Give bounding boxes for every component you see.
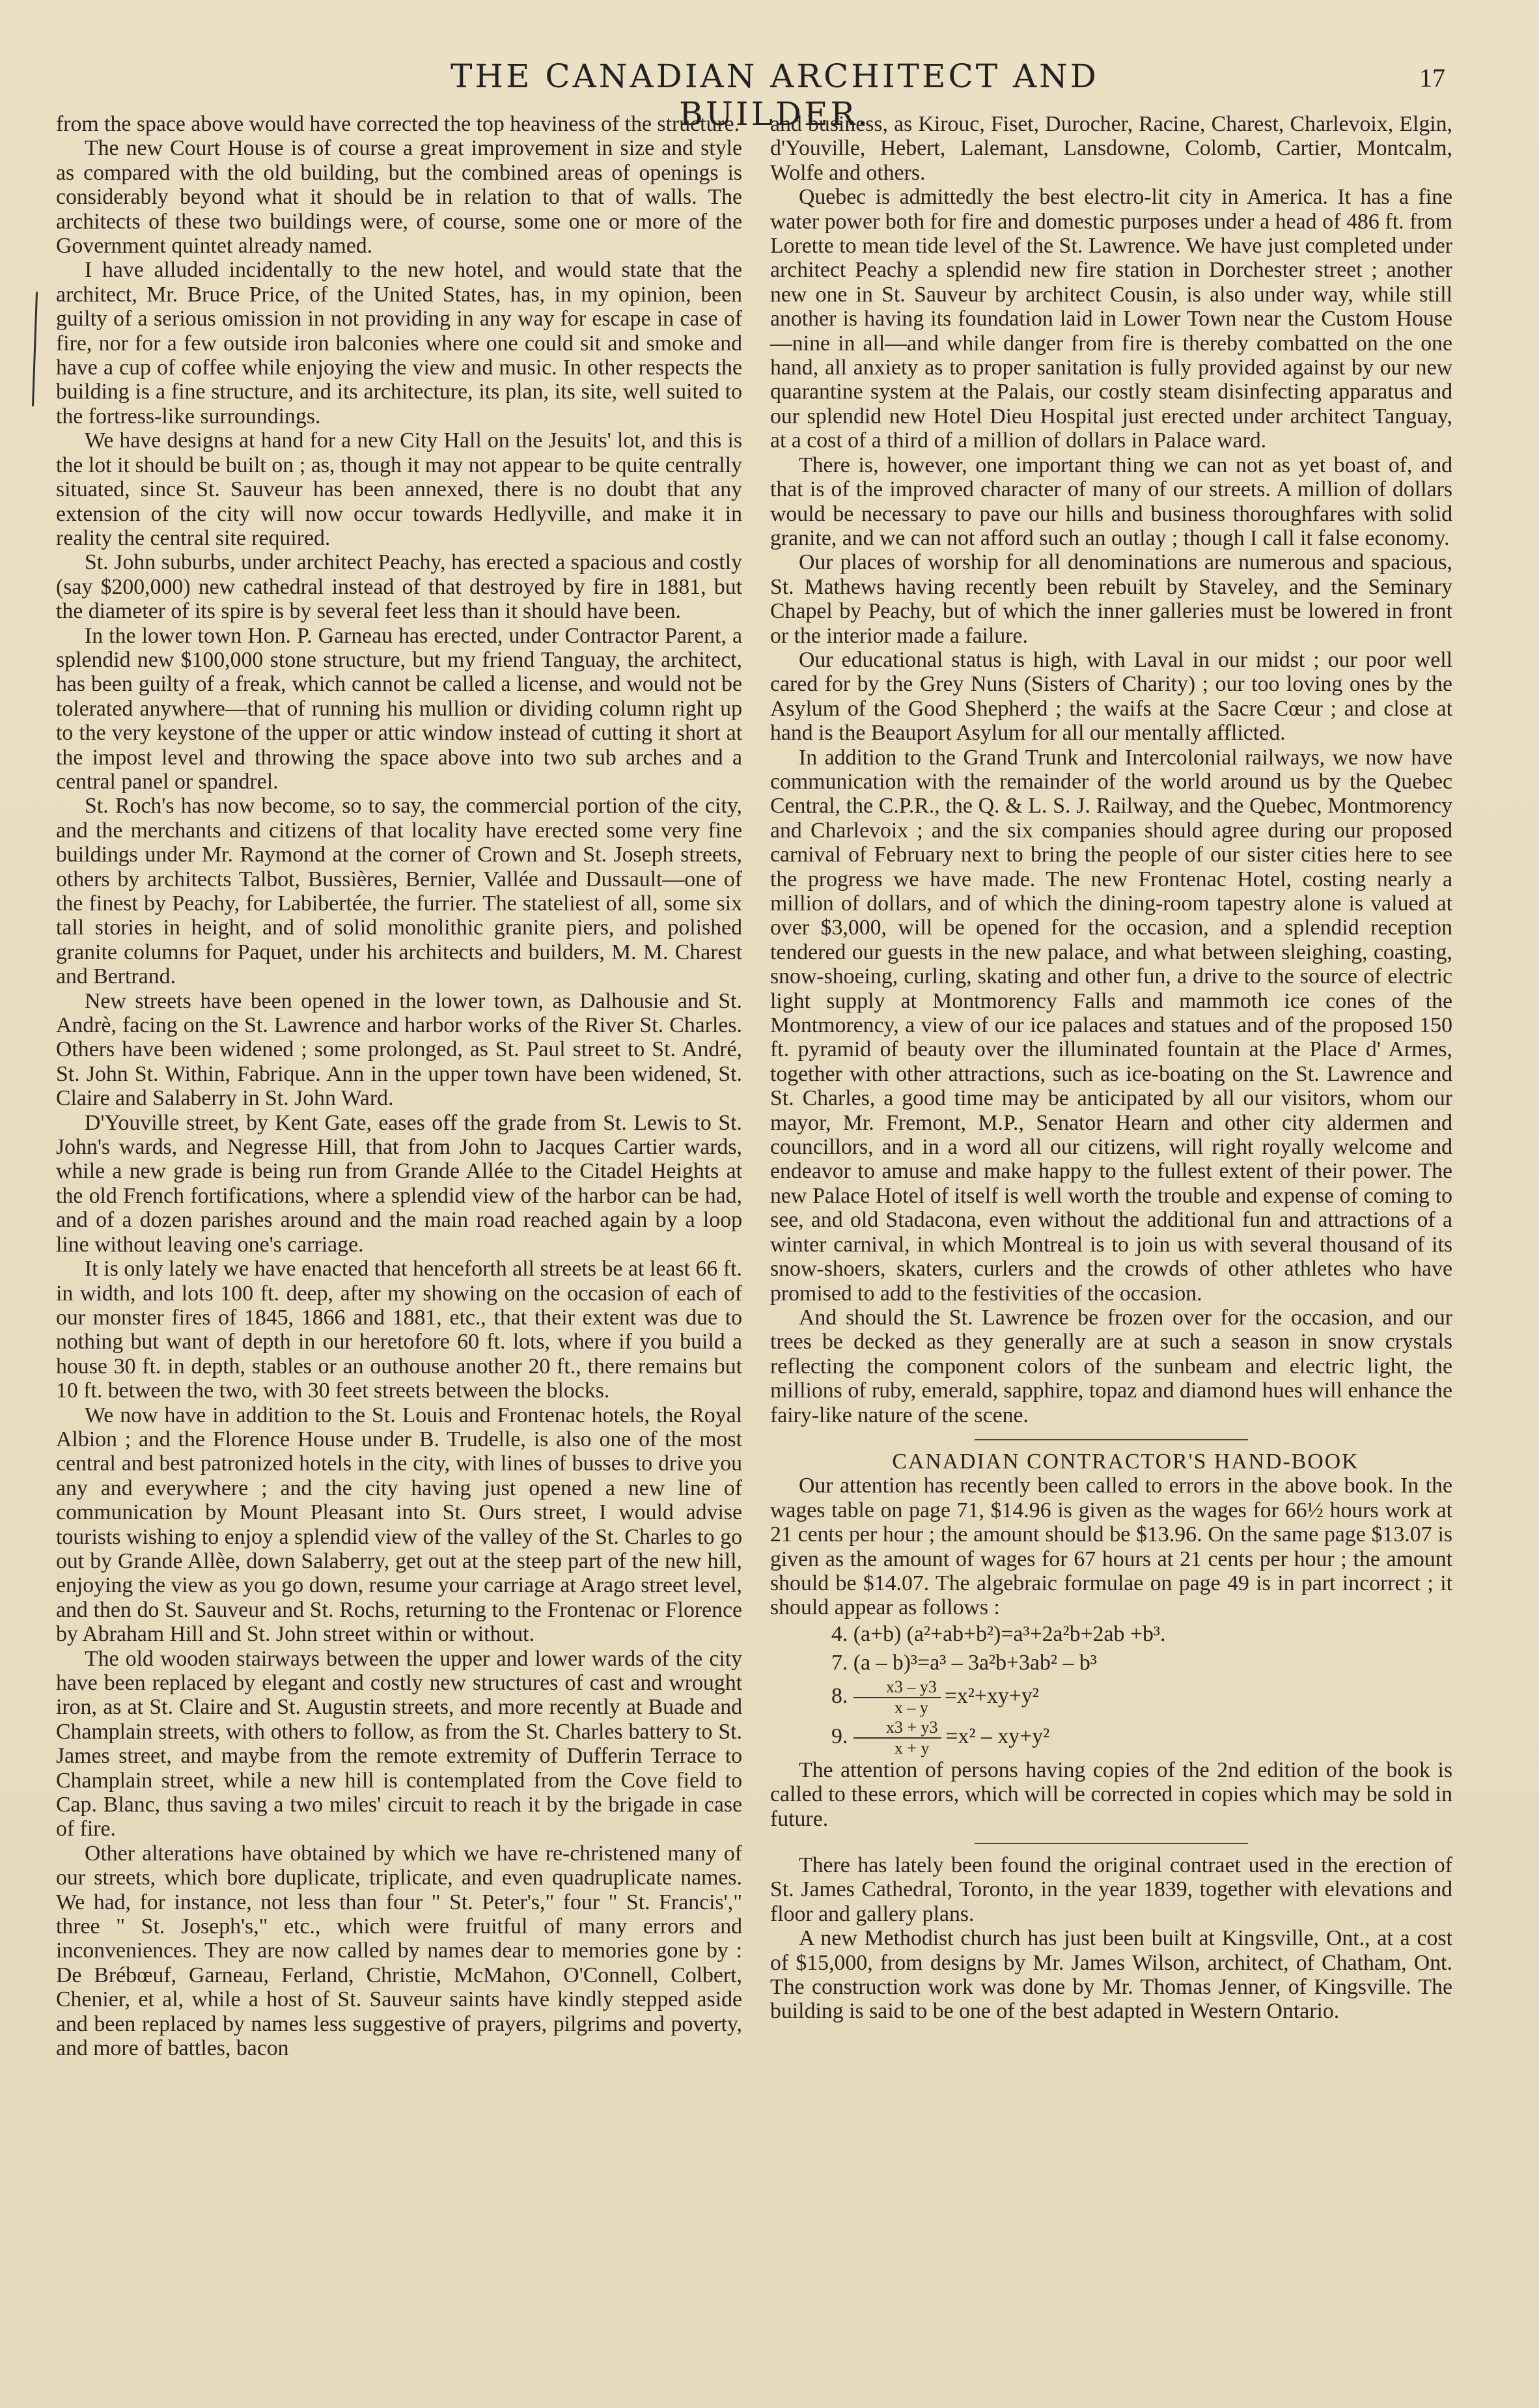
paragraph: I have alluded incidentally to the new hotel, and would state that the architect, Mr. Bruce Price, of the United States, has, in my opinion, been guilty of a serious omission in not providing in any way for escape in case of fire, nor for a few outside iron balconies where one could sit and smoke and have a cup of coffee while enjoying the view and music. In other respects the building is a fine structure, and its architecture, its plan, its site, well suited to the fortress-like surroundings. (56, 258, 742, 428)
paragraph: A new Methodist church has just been built at Kingsville, Ont., at a cost of $15,000, from designs by Mr. James Wilson, architect, of Chatham, Ont. The construction work was done by Mr. Thomas Jenner, of Kingsville. The building is said to be one of the best adapted in Western Ontario. (770, 1926, 1452, 2024)
right-column (770, 112, 1452, 2024)
fraction (853, 1718, 942, 1758)
paragraph: Quebec is admittedly the best electro-lit city in America. It has a fine water power both for fire and domestic purposes under a head of 486 ft. from Lorette to mean tide level of the St. Lawrence. We have just completed under architect Peachy a splendid new fire station in Dorchester street ; another new one in St. Sauveur by architect Cousin, is also under way, while still another is having its foundation laid in Lower Town near the Custom House—nine in all—and while danger from fire is thereby combatted on the one hand, all anxiety as to proper sanitation is fully provided against by our new quarantine system at the Palais, our costly steam disinfecting apparatus and our splendid new Hotel Dieu Hospital just erected under architect Tanguay, at a cost of a third of a million of dollars in Palace ward. (770, 185, 1452, 453)
formula-result: =x² – xy+y² (945, 1724, 1050, 1748)
paragraph: St. John suburbs, under architect Peachy, has erected a spacious and costly (say $200,000) new cathedral instead of that destroyed by fire in 1881, but the diameter of its spire is by several feet less than it should have been. (56, 550, 742, 624)
running-head: THE CANADIAN ARCHITECT AND BUILDER. (451, 57, 1099, 133)
paragraph: Our educational status is high, with Laval in our midst ; our poor well cared for by the Grey Nuns (Sisters of Charity) ; our too loving ones by the Asylum of the Good Shepherd ; the waifs at the Sacre Cœur ; and close at hand is the Beauport Asylum for all our mentally afflicted. (770, 647, 1452, 746)
paragraph: The new Court House is of course a great improvement in size and style as compared with the old building, but the combined areas of openings is considerably beyond what it should be in relation to that of walls. The architects of these two buildings were, of course, some one or more of the Government quintet already named. (56, 136, 742, 259)
formula-result: =x²+xy+y² (944, 1683, 1039, 1708)
paragraph: Other alterations have obtained by which we have re-christened many of our streets, which bore duplicate, triplicate, and even quadruplicate names. We had, for instance, not less than four " St. Peter's," four " St. Francis'," three " St. Joseph's," etc., which were fruitful of many errors and inconveniences. They are now called by names dear to memories gone by : De Brébœuf, Garneau, Ferland, Christie, McMahon, O'Connell, Colbert, Chenier, et al, while a host of St. Sauveur saints have kindly stepped aside and been replaced by names less suggestive of prayers, pilgrims and poverty, and more of battles, bacon (56, 1841, 742, 2061)
formula-label: 9. (831, 1724, 848, 1748)
paragraph: In addition to the Grand Trunk and Intercolonial railways, we now have communication with the remainder of the world around us by the Quebec Central, the C.P.R., the Q. & L. S. J. Railway, and the Quebec, Montmorency and Charlevoix ; and the six companies should agree during our proposed carnival of February next to bring the people of our sister cities here to see the progress we have made. The new Frontenac Hotel, costing nearly a million of dollars, and of which the dining-room tapestry alone is valued at over $3,000, will be opened for the occasion, and a splendid reception tendered our guests in the new palace, and what between sleighing, coasting, snow-shoeing, curling, skating and other fun, a drive to the source of electric light supply at Montmorency Falls and mammoth ice cones of the Montmorency, a view of our ice palaces and statues and of the proposed 150 ft. pyramid of beauty over the illuminated fountain at the Place d' Armes, together with other attractions, such as ice-boating on the St. Lawrence and St. Charles, a good time may be anticipated by all our visitors, whom our mayor, Mr. Fremont, M.P., Senator Hearn and other city aldermen and councillors, and in a word all our citizens, will right royally welcome and endeavor to amuse and make happy to the fullest extent of their power. The new Palace Hotel of itself is well worth the trouble and expense of coming to see, and old Stadacona, even without the additional fun and attractions of a winter carnival, in which Montreal is to join us with several thousand of its snow-shoers, skaters, curlers and the crowds of other athletes who have promised to add to the festivities of the occasion. (770, 745, 1452, 1306)
formula-label: 8. (831, 1683, 848, 1708)
section-divider (975, 1439, 1248, 1440)
formula-8 (770, 1677, 1452, 1718)
paragraph: The old wooden stairways between the upper and lower wards of the city have been replaced by elegant and costly new structures of cast and wrought iron, as at St. Claire and St. Augustin streets, and more recently at Buade and Champlain streets, with others to follow, as from the St. Charles battery to St. James street, and maybe from the remote extremity of Dufferin Terrace to Champlain street, while a new hill is contemplated from the Cove field to Cap. Blanc, thus saving a two miles' circuit to reach it by the brigade in case of fire. (56, 1646, 742, 1841)
section-divider (975, 1843, 1248, 1844)
fraction-denominator: x + y (894, 1738, 930, 1757)
paragraph: It is only lately we have enacted that henceforth all streets be at least 66 ft. in width, and lots 100 ft. deep, after my showing on the occasion of each of our monster fires of 1845, 1866 and 1881, etc., that their extent was due to nothing but want of depth in our heretofore 60 ft. lots, where if you build a house 30 ft. in depth, stables or an outhouse another 20 ft., there remains but 10 ft. between the two, with 30 feet streets between the blocks. (56, 1257, 742, 1403)
fraction-numerator: x3 + y3 (853, 1718, 942, 1739)
formula-7: 7. (a – b)³=a³ – 3a²b+3ab² – b³ (831, 1650, 1097, 1675)
paragraph: Our attention has recently been called to errors in the above book. In the wages table on page 71, $14.96 is given as the wages for 66½ hours work at 21 cents per hour ; the amount should be $13.96. On the same page $13.07 is given as the amount of wages for 67 hours at 21 cents per hour ; the amount should be $14.07. The algebraic formulae on page 49 is in part incorrect ; it should appear as follows : (770, 1474, 1452, 1620)
paragraph: and business, as Kirouc, Fiset, Durocher, Racine, Charest, Charlevoix, Elgin, d'Youville, Hebert, Lalemant, Lansdowne, Colomb, Cartier, Montcalm, Wolfe and others. (770, 112, 1452, 185)
margin-pencil-mark (32, 292, 38, 406)
formula-9 (770, 1718, 1452, 1758)
formula-4: 4. (a+b) (a²+ab+b²)=a³+2a²b+2ab +b³. (831, 1621, 1166, 1646)
paragraph: In the lower town Hon. P. Garneau has erected, under Contractor Parent, a splendid new $100,000 stone structure, but my friend Tanguay, the architect, has been guilty of a freak, which cannot be called a license, and would not be tolerated anywhere—that of running his mullion or dividing column right up to the very keystone of the upper or attic window instead of cutting it short at the impost level and throwing the space above into two sub arches and a central panel or spandrel. (56, 623, 742, 794)
paragraph: The attention of persons having copies of the 2nd edition of the book is called to these errors, which will be corrected in copies which may be sold in future. (770, 1757, 1452, 1831)
paragraph: There is, however, one important thing we can not as yet boast of, and that is of the improved character of many of our streets. A million of dollars would be necessary to pave our hills and business thoroughfares with solid granite, and we can not afford such an outlay ; though I call it false economy. (770, 453, 1452, 550)
fraction-numerator: x3 – y3 (853, 1677, 941, 1698)
paragraph: New streets have been opened in the lower town, as Dalhousie and St. Andrè, facing on the St. Lawrence and harbor works of the River St. Charles. Others have been widened ; some prolonged, as St. Paul street to St. André, St. John St. Within, Fabrique. Ann in the upper town have been widened, St. Claire and Salaberry in St. John Ward. (56, 988, 742, 1111)
left-column (56, 112, 742, 2061)
paragraph: And should the St. Lawrence be frozen over for the occasion, and our trees be decked as they generally are at such a season in snow crystals reflecting the component colors of the sunbeam and electric light, the millions of ruby, emerald, sapphire, topaz and diamond hues will enhance the fairy-like nature of the scene. (770, 1305, 1452, 1427)
paragraph: D'Youville street, by Kent Gate, eases off the grade from St. Lewis to St. John's wards, and Negresse Hill, that from John to Jacques Cartier wards, while a new grade is being run from Grande Allée to the Citadel Heights at the old French fortifications, where a splendid view of the harbor can be had, and of a dozen parishes around and the main road reached again by a loop line without leaving one's carriage. (56, 1110, 742, 1257)
paragraph: We now have in addition to the St. Louis and Frontenac hotels, the Royal Albion ; and the Florence House under B. Trudelle, is also one of the most central and best patronized hotels in the city, with lines of busses to drive you any and everywhere ; and the city having just opened a new line of communication by Mount Pleasant into St. Ours street, I would advise tourists wishing to enjoy a splendid view of the valley of the St. Charles to go out by Grande Allèe, down Salaberry, get out at the steep part of the new hill, enjoying the view as you go down, resume your carriage at Arago street level, and then do St. Sauveur and St. Rochs, returning to the Frontenac or Florence by Abraham Hill and St. John street within or without. (56, 1403, 742, 1647)
paragraph: There has lately been found the original contraet used in the erection of St. James Cathedral, Toronto, in the year 1839, together with elevations and floor and gallery plans. (770, 1853, 1452, 1926)
page-number: 17 (1419, 63, 1445, 92)
fraction (853, 1677, 941, 1718)
paragraph: Our places of worship for all denominations are numerous and spacious, St. Mathews having recently been rebuilt by Staveley, and the Seminary Chapel by Peachy, but of which the inner galleries must be lowered in front or the interior made a failure. (770, 550, 1452, 648)
fraction-denominator: x – y (894, 1698, 928, 1717)
paragraph: from the space above would have corrected the top heaviness of the structure. (56, 112, 740, 136)
section-heading: CANADIAN CONTRACTOR'S HAND-BOOK (892, 1449, 1359, 1474)
paragraph: We have designs at hand for a new City Hall on the Jesuits' lot, and this is the lot it should be built on ; as, though it may not appear to be quite centrally situated, since St. Sauveur has been annexed, there is no doubt that any extension of the city will now occur towards Hedlyville, and make it in reality the central site required. (56, 428, 742, 550)
paragraph: St. Roch's has now become, so to say, the commercial portion of the city, and the merchants and citizens of that locality have erected some very fine buildings under Mr. Raymond at the corner of Crown and St. Joseph streets, others by architects Talbot, Bussières, Bernier, Vallée and Dussault—one of the finest by Peachy, for Labibertée, the furrier. The stateliest of all, some six tall stories in height, and of solid monolithic granite piers, and polished granite columns for Paquet, under his architects and builders, M. M. Charest and Bertrand. (56, 794, 742, 989)
